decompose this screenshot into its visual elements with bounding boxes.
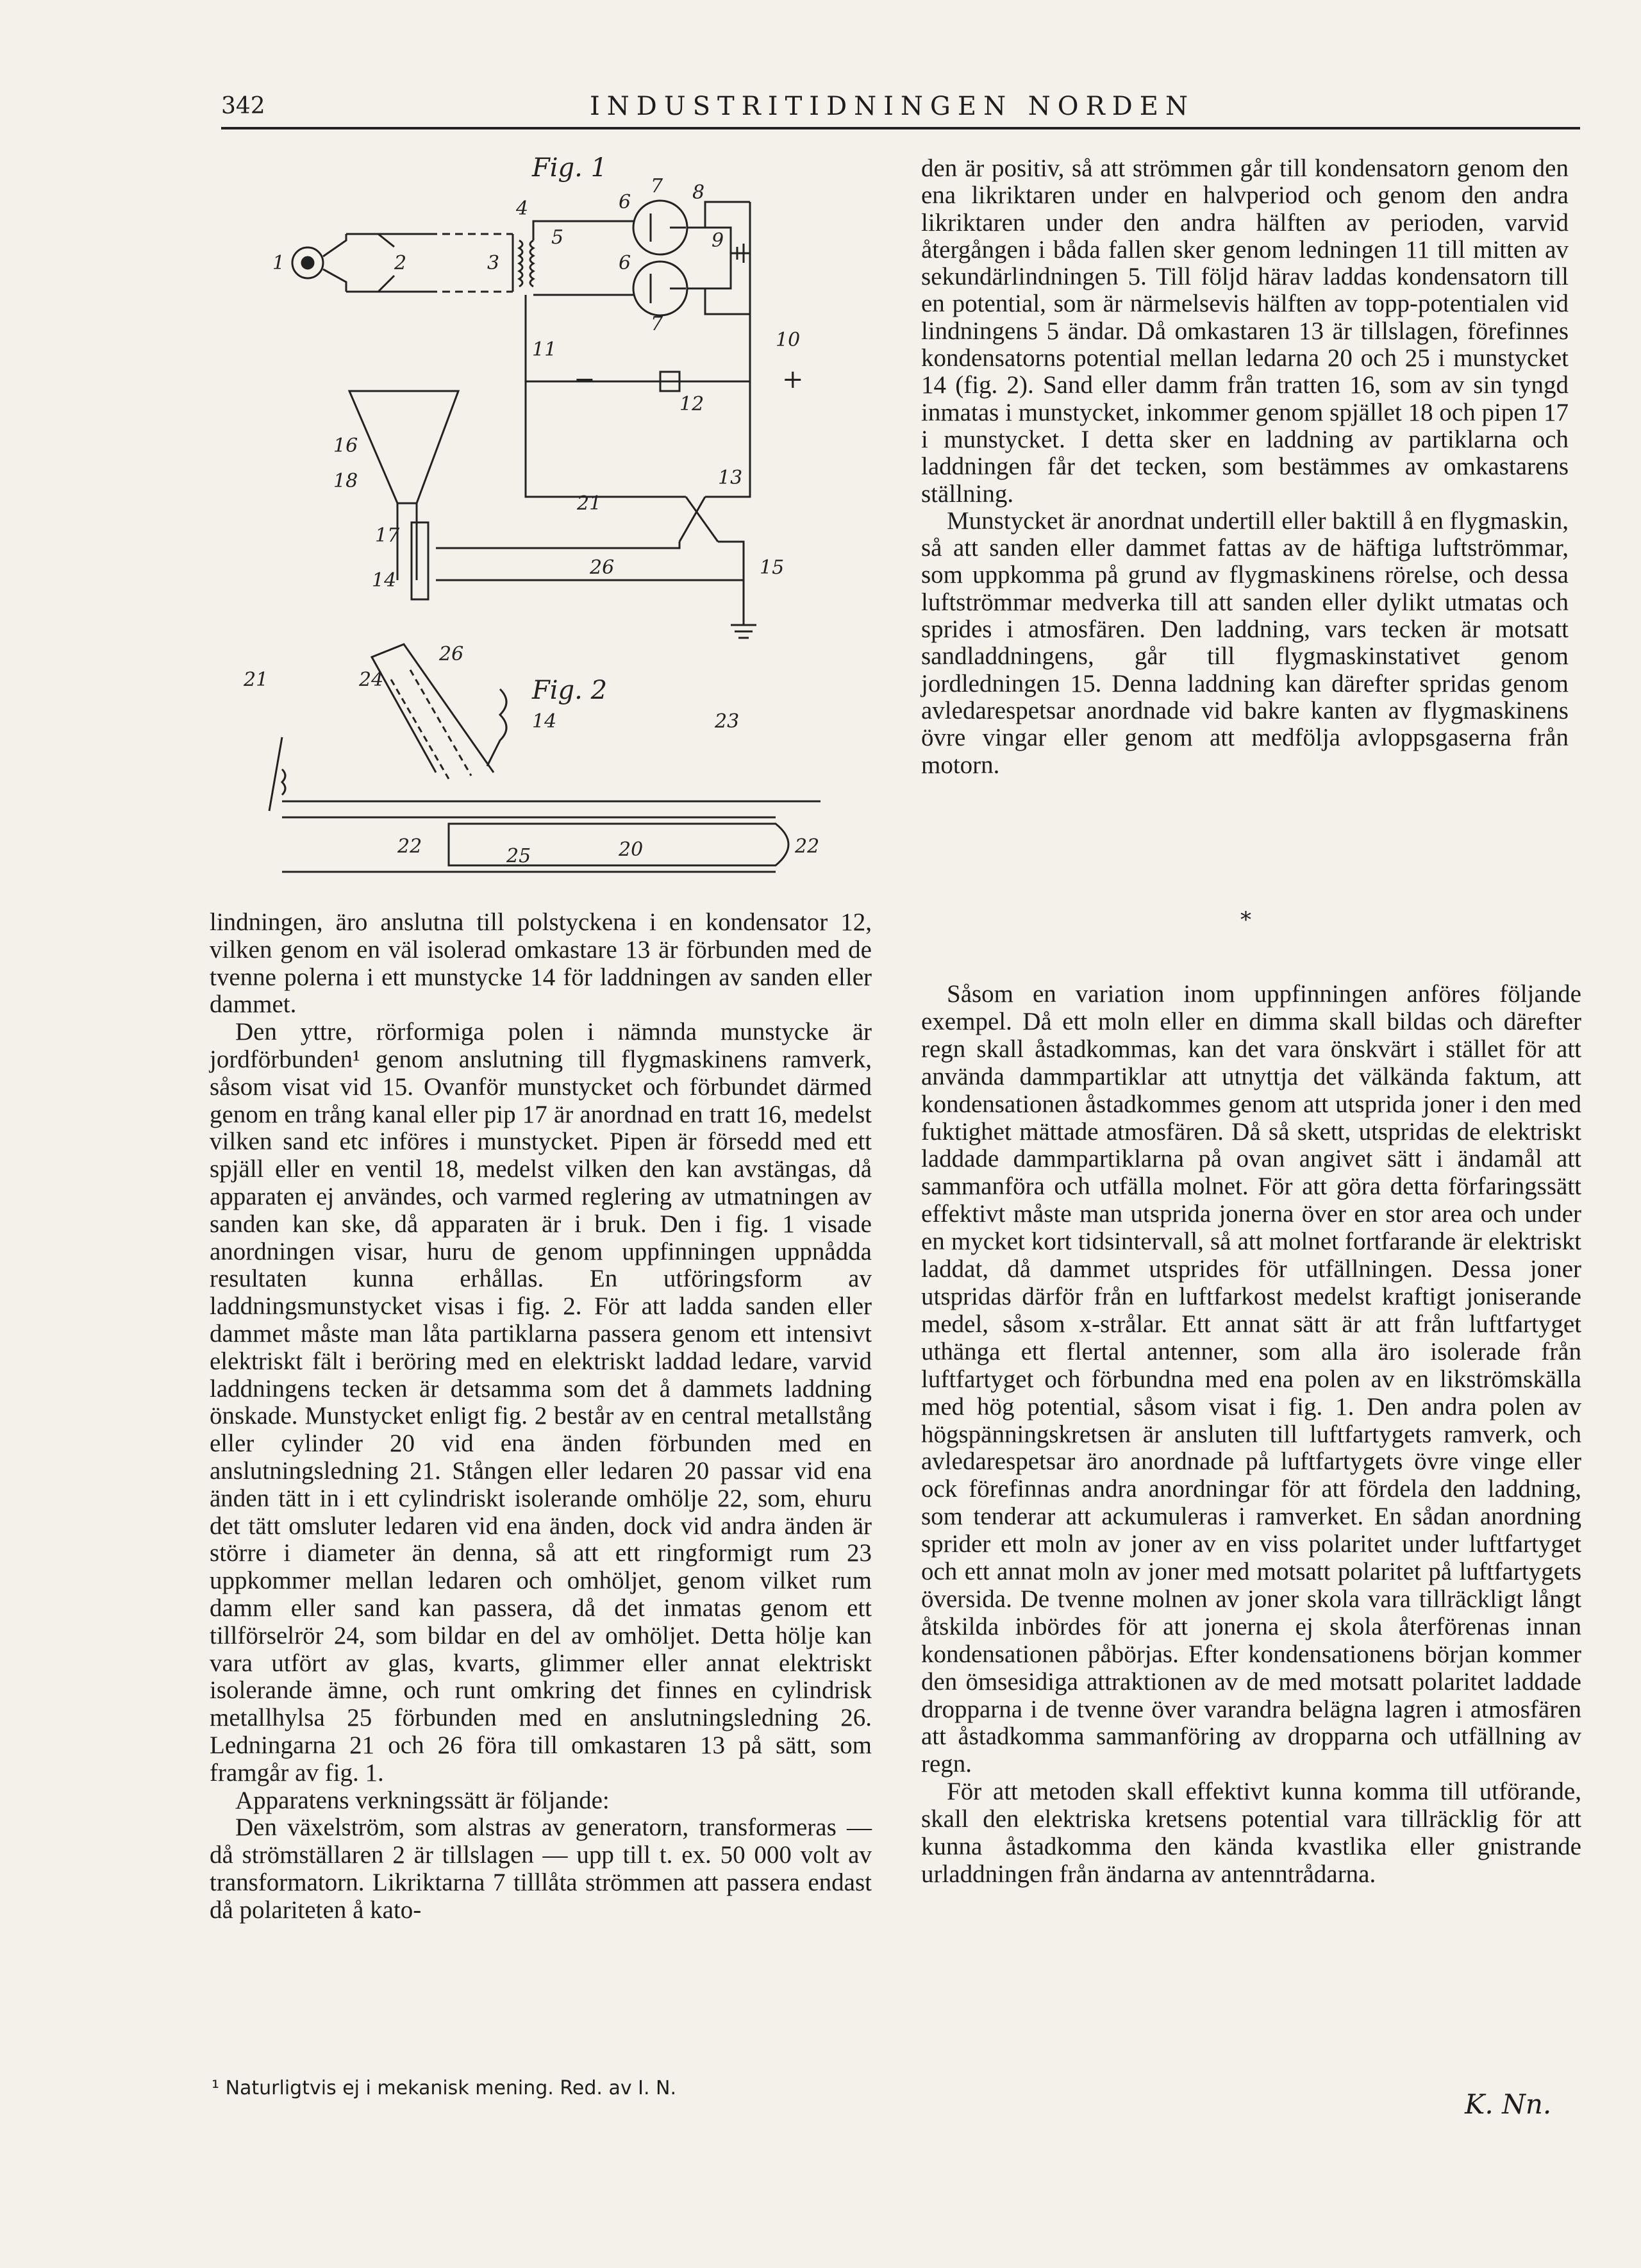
label-11: 11: [532, 338, 557, 361]
paragraph: lindningen, äro anslutna till polstyckena i en kondensator 12, vilken genom en väl isolerad omkastare 13 är förbunden med de tvenne polerna i ett munstycke 14 för laddningen av sanden eller dammet.: [210, 908, 872, 1019]
paragraph: Munstycket är anordnat undertill eller baktill å en flygmaskin, så att sanden eller dammet fattas av de häftiga luftströmmar, som uppkomma på grund av flygmaskinens rörelse, och dessa luftströmmar medverka till att sanden eller dylikt utmatas och sprides i atmosfären. Den laddning, vars tecken är motsatt sandladdningens, går till flygmaskinstativet genom jordledningen 15. Denna laddning kan därefter spridas genom avledarespetsar anordnade vid bakre kanten av flygmaskinens övre vingar eller genom att medfölja avloppsgaserna från motorn.: [921, 506, 1569, 779]
outer-sleeve-25: [282, 801, 820, 881]
paragraph: Den yttre, rörformiga polen i nämnda munstycke är jordförbunden¹ genom anslutning till flygmaskinens ramverk, såsom visat vid 15. Ovanför munstycket och förbundet därmed genom en trång kanal eller pip 17 är anordnad en tratt 16, medelst vilken sand etc införes i munstycket. Pipen är försedd med ett spjäll eller en ventil 18, medelst vilken den kan avstängas, då apparaten ej användes, och varmed reglering av utmatningen av sanden kan ske, då apparaten är i bruk. Den i fig. 1 visade anordningen visar, huru de genom uppfinningen uppnådda resultaten kunna erhållas. En utföringsform av laddningsmunstycket visas i fig. 2. För att ladda sanden eller dammet måste man låta partiklarna passera genom ett intensivt elektriskt fält i beröring med en elektriskt laddad ledare, varvid laddningens tecken är detsamma som det å dammets laddning önskade. Munstycket enligt fig. 2 består av en central metallstång eller cylinder 20 vid ena änden förbunden med en anslutningsledning 21. Stången eller ledaren 20 passar vid ena änden tätt in i ett cylindriskt isolerande omhölje 22, som, ehuru det tätt omsluter ledaren vid ena änden, dock vid andra änden är större i diameter än denna, så att ett ringformigt rum 23 uppkommer mellan ledaren och omhöljet, genom vilket rum damm eller sand kan passera, då det inmatas genom ett tillförselrör 24, som bildar en del av omhöljet. Detta hölje kan vara utfört av glas, kvarts, glimmer eller annat elektriskt isolerande ämne, och runt omkring det finnes en cylindrisk metallhylsa 25 förbunden med en anslutningsledning 26. Ledningarna 21 och 26 föra till omkastaren 13 på sätt, som framgår av fig. 1.: [210, 1018, 872, 1787]
fig2-label-21: 21: [244, 669, 269, 691]
fig2-caption: Fig. 2: [532, 676, 608, 705]
label-12: 12: [679, 393, 704, 415]
label-1: 1: [272, 252, 285, 274]
label-minus: −: [574, 365, 596, 394]
circuit-diagram: [244, 138, 897, 881]
running-title: INDUSTRITIDNINGEN NORDEN: [590, 92, 1195, 121]
fig2-label-25: 25: [506, 845, 531, 867]
paragraph: Apparatens verkningssätt är följande:: [235, 1786, 610, 1814]
label-18: 18: [333, 470, 358, 492]
patent-figure: [244, 138, 897, 881]
figure-labels: [244, 153, 819, 867]
paragraph: Såsom en variation inom uppfinningen anföres följande exempel. Då ett moln eller en dimma skall bildas och därefter regn skall åstadkommas, kan det vara önskvärt i stället för att använda dammpartiklar att utnyttja det välkända faktum, att kondensationen åstadkommes genom att utsprida joner i den med fuktighet mättade atmosfären. Då så skett, utspridas de elektriskt laddade dammpartiklarna på ovan angivet sätt i ändamål att sammanföra och utfälla molnet. För att göra detta förfaringssätt effektivt måste man utsprida jonerna över en stor area och under en mycket kort tidsintervall, så att molnet fortfarande är elektriskt laddat, då dammet utsprides för utfällningen. Dessa joner utspridas därför från en luftfarkost medelst kraftigt joniserande medel, såsom x-strålar. Ett annat sätt är att från luftfartyget uthänga ett flertal antenner, som alla äro isolerade från luftfartyget och förbundna med ena polen av en likströmskälla med hög potential, såsom visat i fig. 1. Den andra polen av högspänningskretsen är ansluten till luftfartygets ramverk, och avledarespetsar äro anordnade på luftfartygets övre vinge eller ock förefinnas andra anordningar för att fördela den laddning, som tenderar att ackumuleras i ramverket. En sådan anordning sprider ett moln av joner av en viss polaritet under luftfartyget och ett annat moln av joner med motsatt polaritet på luftfartygets översida. De tvenne molnen av joner skola vara tillräckligt långt åtskilda inbördes för att jonerna ej skola återförenas innan kondensationen påbörjas. Efter kondensationens början kommer den ömsesidiga attraktionen av de med motsatt polaritet laddade dropparna i de tvenne över varandra belägna lagren i atmosfären att åstadkomma sammanföring av dropparna och utfällning av regn.: [921, 980, 1581, 1778]
right-column-top: [921, 155, 1569, 779]
pipe-17: [397, 503, 417, 580]
switch-13: [679, 497, 718, 542]
nozzle-14: [412, 522, 428, 599]
lead-21: [269, 737, 285, 811]
tube-output-lines: [687, 228, 731, 288]
label-7a: 7: [651, 175, 663, 197]
paragraph: Den växelström, som alstras av generatorn, transformeras — då strömställaren 2 är tillslagen — upp till t. ex. 50 000 volt av transformatorn. Likriktarna 7 tilllåta strömmen att passera endast då polariteten å kato-: [210, 1814, 872, 1924]
page-number: 342: [221, 93, 265, 119]
header-rule: [221, 127, 1580, 129]
label-17: 17: [375, 524, 400, 547]
generator-leads: [323, 234, 346, 292]
label-16: 16: [333, 435, 358, 457]
fig2-label-22a: 22: [397, 835, 422, 858]
funnel-16: [349, 391, 458, 503]
fig2-label-20: 20: [619, 838, 644, 861]
switch-2: [378, 234, 394, 292]
primary-coil: [519, 240, 522, 287]
label-6a: 6: [619, 191, 631, 213]
label-2: 2: [394, 252, 407, 274]
label-6b: 6: [619, 252, 631, 274]
label-plus: +: [782, 365, 804, 394]
paragraph: För att metoden skall effektivt kunna komma till utförande, skall den elektriska kretsens potential vara tillräcklig för att kunna åstadkomma den kända kvastlika eller gnistrande urladdningen från ändarna av antenntrådarna.: [921, 1778, 1581, 1888]
left-column-main: [210, 909, 872, 1924]
author-signature: K. Nn.: [1465, 2089, 1552, 2120]
label-10: 10: [776, 329, 801, 351]
fig2-label-24: 24: [359, 669, 384, 691]
tube-electrodes: [651, 213, 686, 303]
label-14: 14: [372, 569, 397, 592]
secondary-coil: [530, 240, 533, 287]
label-15: 15: [760, 556, 785, 579]
battery-9: [731, 244, 750, 263]
section-separator: *: [1240, 907, 1251, 933]
ground-15: [731, 580, 756, 638]
fig2-label-22b: 22: [795, 835, 820, 858]
label-5: 5: [551, 226, 564, 249]
lead-26: [487, 689, 506, 766]
label-3: 3: [487, 252, 500, 274]
label-13: 13: [718, 467, 743, 489]
main-bus: [526, 295, 750, 446]
fig2-label-26: 26: [439, 643, 464, 665]
label-9: 9: [712, 229, 724, 252]
label-7b: 7: [651, 313, 663, 335]
label-8: 8: [692, 181, 705, 204]
paragraph: den är positiv, så att strömmen går till kondensatorn genom den ena likriktaren under en halvperiod och genom den andra likriktaren under den andra hälften av perioden, varvid återgången i båda fallen sker genom ledningen 11 till mitten av sekundärlindningen 5. Till följd härav laddas kondensatorn till en potential, som är närmelsevis hälften av topp-potentialen vid lindningens 5 ändar. Då omkastaren 13 är tillslagen, förefinnes kondensatorns potential mellan ledarna 20 och 25 i munstycket 14 (fig. 2). Sand eller damm från tratten 16, som av sin tyngd inmatas i munstycket, inkommer genom spjället 18 och pipen 17 i munstycket. I detta sker en laddning av partiklarna och laddningen får det tecken, som bestämmes av omkastarens ställning.: [921, 154, 1569, 508]
fig1-caption: Fig. 1: [532, 153, 608, 183]
footnote: ¹ Naturligtvis ej i mekanisk mening. Red. av I. N.: [212, 2077, 677, 2099]
generator-core: [302, 257, 313, 269]
label-4: 4: [516, 197, 529, 220]
fig2-label-23: 23: [715, 710, 740, 733]
label-21: 21: [577, 492, 602, 515]
label-26: 26: [590, 556, 615, 579]
switch-13-feed: [526, 446, 750, 497]
transformer-primary-lines: [429, 234, 513, 292]
right-column-main: [921, 981, 1581, 1889]
fig2-label-14: 14: [532, 710, 557, 733]
page-header: [221, 87, 1580, 125]
